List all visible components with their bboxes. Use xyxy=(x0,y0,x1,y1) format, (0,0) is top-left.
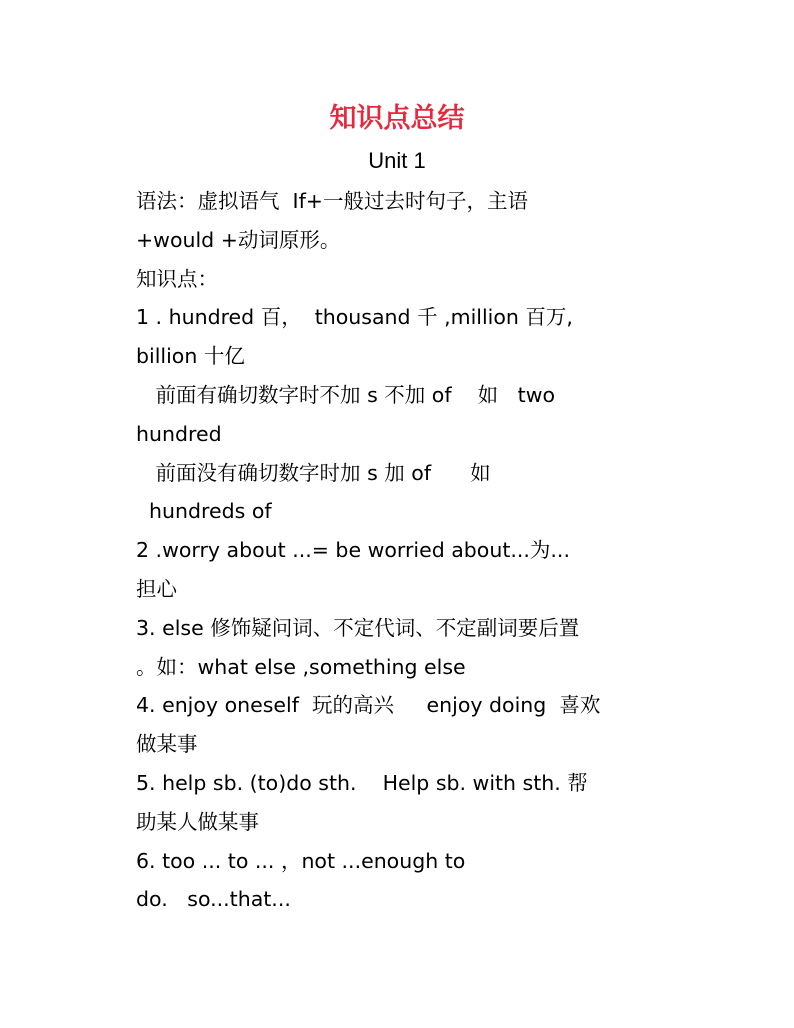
text-line: 前面没有确切数字时加 s 加 of 如 xyxy=(136,460,491,485)
text-line: 3. else 修饰疑问词、不定代词、不定副词要后置 xyxy=(136,615,580,640)
text-line: +would +动词原形。 xyxy=(136,227,341,252)
document-subtitle: Unit 1 xyxy=(368,148,426,173)
text-line: 5. help sb. (to)do sth. Help sb. with sth. 帮 xyxy=(136,770,588,795)
text-line: hundreds of xyxy=(136,499,272,524)
text-line: 。如：what else ,something else xyxy=(136,654,466,679)
text-line: do. so...that... xyxy=(136,887,291,912)
document-body xyxy=(136,182,696,919)
text-line: 4. enjoy oneself 玩的高兴 enjoy doing 喜欢 xyxy=(136,693,601,718)
text-line: 语法：虚拟语气 If+一般过去时句子，主语 xyxy=(136,189,528,213)
text-line: 前面有确切数字时不加 s 不加 of 如 two xyxy=(136,382,555,407)
text-line: 做某事 xyxy=(136,732,198,757)
text-line: 助某人做某事 xyxy=(136,809,259,834)
text-line: 2 .worry about ...= be worried about...为... xyxy=(136,538,570,563)
text-line: hundred xyxy=(136,421,222,446)
text-line: 知识点： xyxy=(136,266,218,291)
text-line: 担心 xyxy=(136,576,177,601)
text-line: billion 十亿 xyxy=(136,344,245,369)
text-line: 6. too ... to ... ，not ...enough to xyxy=(136,848,466,873)
document-title: 知识点总结 xyxy=(329,103,465,134)
text-line: 1 . hundred 百， thousand 千 ,million 百万, xyxy=(136,305,573,330)
